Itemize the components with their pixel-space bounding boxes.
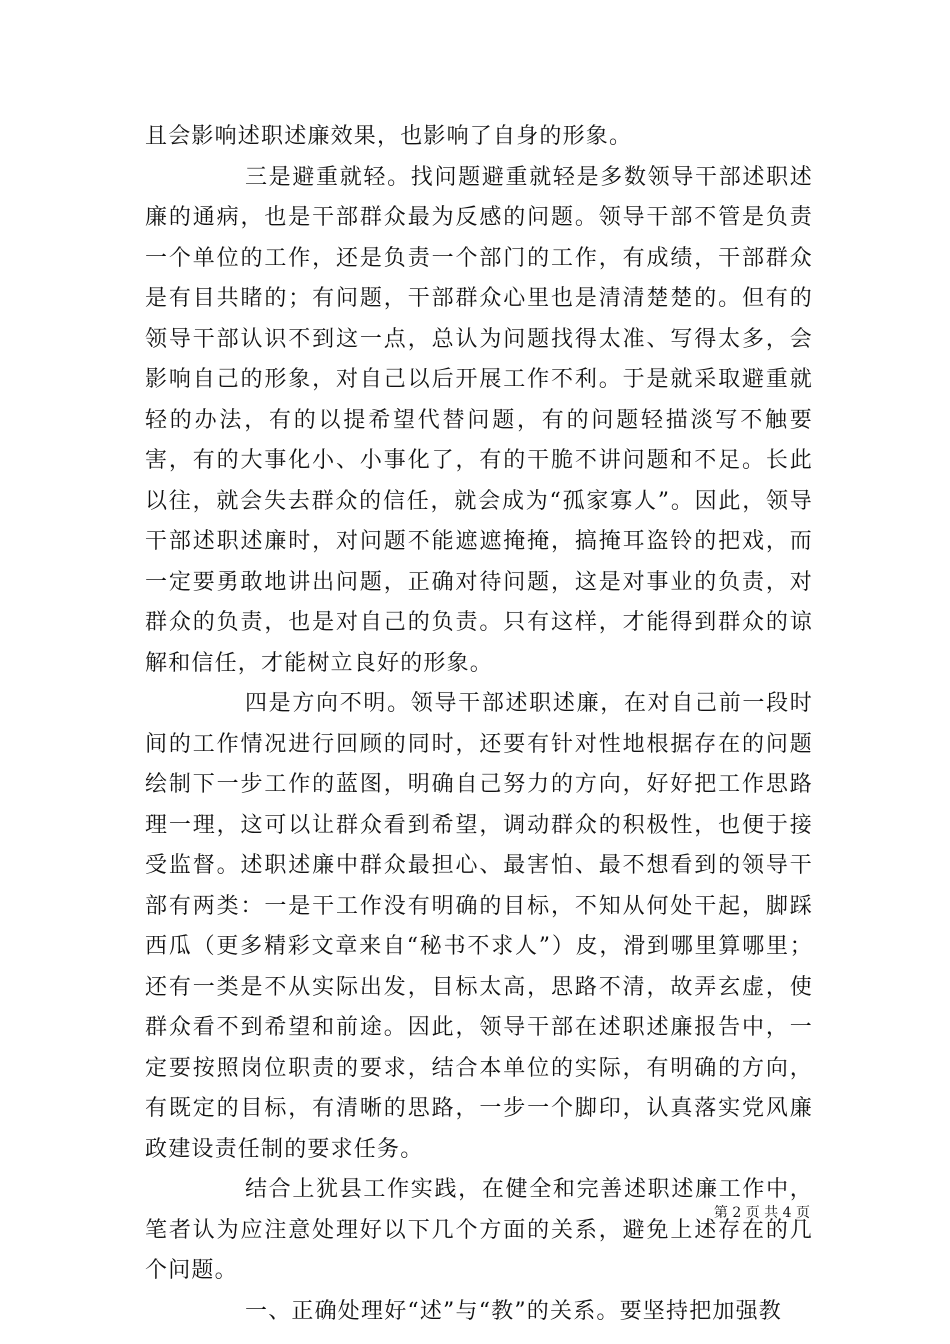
paragraph-practice-intro: 结合上犹县工作实践，在健全和完善述职述廉工作中，笔者认为应注意处理好以下几个方面的关系，避免上述存在的几个问题。 [145, 1177, 813, 1283]
paragraph-point-four: 四是方向不明。领导干部述职述廉，在对自己前一段时间的工作情况进行回顾的同时，还要有针对性地根据存在的问题绘制下一步工作的蓝图，明确自己努力的方向，好好把工作思路理一理，这可以让群众看到希望，调动群众的积极性，也便于接受监督。述职述廉中群众最担心、最害怕、最不想看到的领导干部有两类：一是干工作没有明确的目标，不知从何处干起，脚踩西瓜（更多精彩文章来自“秘书不求人”）皮，滑到哪里算哪里；还有一类是不从实际出发，目标太高，思路不清，故弄玄虚，使群众看不到希望和前途。因此，领导干部在述职述廉报告中，一定要按照岗位职责的要求，结合本单位的实际，有明确的方向，有既定的目标，有清晰的思路，一步一个脚印，认真落实党风廉政建设责任制的要求任务。 [145, 691, 813, 1162]
paragraph-continuation: 且会影响述职述廉效果，也影响了自身的形象。 [145, 124, 633, 149]
paragraph-point-three: 三是避重就轻。找问题避重就轻是多数领导干部述职述廉的通病，也是干部群众最为反感的问题。领导干部不管是负责一个单位的工作，还是负责一个部门的工作，有成绩，干部群众是有目共睹的；有问题，干部群众心里也是清清楚楚的。但有的领导干部认识不到这一点，总认为问题找得太准、写得太多，会影响自己的形象，对自己以后开展工作不利。于是就采取避重就轻的办法，有的以提希望代替问题，有的问题轻描淡写不触要害，有的大事化小、小事化了，有的干脆不讲问题和不足。长此以往，就会失去群众的信任，就会成为“孤家寡人”。因此，领导干部述职述廉时，对问题不能遮遮掩掩，搞掩耳盗铃的把戏，而一定要勇敢地讲出问题，正确对待问题，这是对事业的负责，对群众的负责，也是对自己的负责。只有这样，才能得到群众的谅解和信任，才能树立良好的形象。 [145, 164, 813, 676]
paragraph-section-one: 一、正确处理好“述”与“教”的关系。要坚持把加强教 [245, 1298, 782, 1324]
document-body [145, 117, 813, 1332]
page-number-footer: 第 2 页 共 4 页 [713, 1205, 810, 1221]
